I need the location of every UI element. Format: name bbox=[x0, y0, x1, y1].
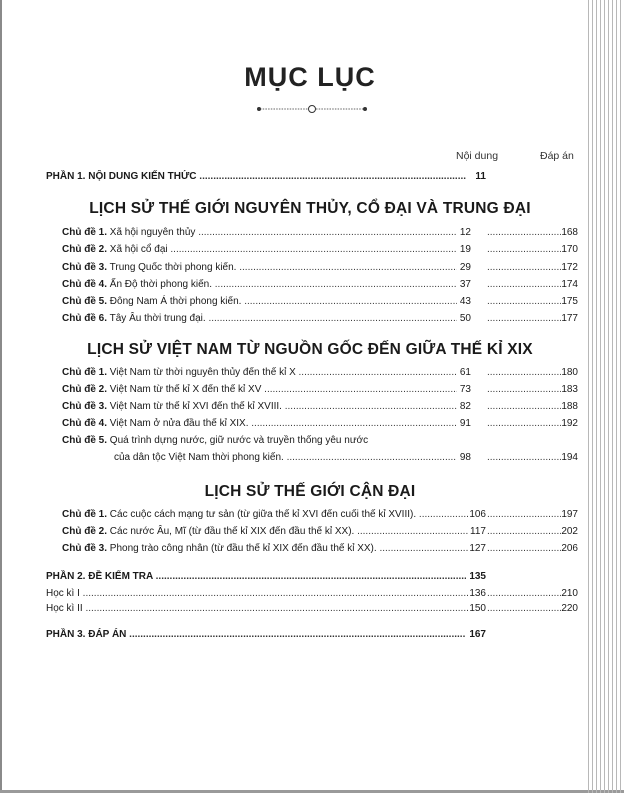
content-page: 127 bbox=[469, 543, 486, 554]
answer-page: 174 bbox=[561, 279, 578, 290]
topic-label: Chủ đề 1. bbox=[62, 227, 108, 238]
topic-label: Chủ đề 1. bbox=[62, 367, 108, 378]
toc-item[interactable] bbox=[62, 295, 578, 309]
topic-title: Các cuộc cách mạng tư sản (từ giữa thế kỉ XVI đến cuối thế kỉ XVIII). bbox=[109, 509, 417, 520]
content-page: 98 bbox=[459, 452, 471, 463]
page-edge-line bbox=[596, 0, 597, 793]
toc-item[interactable] bbox=[62, 383, 578, 397]
page-title: MỤC LỤC bbox=[244, 62, 376, 92]
answer-page: 177 bbox=[561, 313, 578, 324]
topic-label: Chủ đề 2. bbox=[62, 384, 108, 395]
content-page: 61 bbox=[459, 367, 471, 378]
content-page: 50 bbox=[459, 313, 471, 324]
toc-item[interactable] bbox=[62, 366, 578, 380]
topic-title: Quá trình dựng nước, giữ nước và truyền thống yêu nước bbox=[109, 435, 369, 446]
part-page: 11 bbox=[475, 171, 486, 182]
toc-item-line2[interactable] bbox=[114, 451, 578, 465]
content-page: 106 bbox=[469, 509, 486, 520]
page-edge-line bbox=[608, 0, 609, 793]
page-edge-line bbox=[620, 0, 621, 793]
answer-page: 220 bbox=[561, 603, 578, 614]
topic-title: Việt Nam ở nửa đầu thế kỉ XIX. bbox=[109, 418, 249, 429]
topic-label: Chủ đề 1. bbox=[62, 509, 108, 520]
exam-title: Học kì II ..... bbox=[46, 602, 468, 616]
page-left-border bbox=[0, 0, 2, 793]
part-page: 135 bbox=[469, 571, 486, 582]
content-page: 29 bbox=[459, 262, 471, 273]
part-label: PHẦN 2. ĐỀ KIỂM TRA ..... bbox=[46, 570, 466, 584]
content-page: 12 bbox=[459, 227, 471, 238]
topic-label: Chủ đề 3. bbox=[62, 262, 108, 273]
content-page: 37 bbox=[459, 279, 471, 290]
title-ornament bbox=[256, 104, 368, 114]
content-page: 91 bbox=[459, 418, 471, 429]
column-header-content: Nội dung bbox=[456, 150, 499, 162]
exam-title: Học kì I ..... bbox=[46, 587, 468, 601]
page-edge-line bbox=[592, 0, 593, 793]
answer-page: 168 bbox=[561, 227, 578, 238]
content-page: 136 bbox=[469, 588, 486, 599]
topic-title: Phong trào công nhân (từ đầu thế kỉ XIX đến đầu thế kỉ XX). bbox=[109, 543, 377, 554]
topic-label: Chủ đề 5. bbox=[62, 435, 108, 446]
toc-item[interactable] bbox=[46, 602, 578, 616]
part-label: PHẦN 1. NỘI DUNG KIẾN THỨC ..... bbox=[46, 170, 466, 184]
content-page: 117 bbox=[470, 526, 486, 537]
part-page: 167 bbox=[469, 629, 486, 640]
topic-label: Chủ đề 4. bbox=[62, 418, 108, 429]
topic-label: Chủ đề 2. bbox=[62, 526, 108, 537]
toc-item[interactable] bbox=[62, 525, 578, 539]
toc-item[interactable] bbox=[46, 587, 578, 601]
toc-part-3[interactable] bbox=[46, 628, 578, 642]
answer-page: 197 bbox=[561, 509, 578, 520]
topic-title: Xã hội cổ đại bbox=[109, 244, 168, 255]
answer-page: 183 bbox=[561, 384, 578, 395]
section-heading: LỊCH SỬ THẾ GIỚI CẬN ĐẠI bbox=[204, 483, 416, 500]
topic-title: Trung Quốc thời phong kiến. bbox=[109, 262, 237, 273]
topic-title: Các nước Âu, Mĩ (từ đầu thế kỉ XIX đến đầu thế kỉ XX). bbox=[109, 526, 355, 537]
toc-part-2[interactable] bbox=[46, 570, 578, 584]
topic-label: Chủ đề 3. bbox=[62, 401, 108, 412]
topic-label: Chủ đề 2. bbox=[62, 244, 108, 255]
answer-page: 206 bbox=[561, 543, 578, 554]
toc-item[interactable] bbox=[62, 508, 578, 522]
topic-title: Việt Nam từ thời nguyên thủy đến thế kỉ X bbox=[109, 367, 296, 378]
topic-title-continued: của dân tộc Việt Nam thời phong kiến. ..... bbox=[114, 451, 457, 465]
content-page: 82 bbox=[459, 401, 471, 412]
answer-page: 192 bbox=[561, 418, 578, 429]
page-edge-line bbox=[600, 0, 601, 793]
toc-item[interactable] bbox=[62, 542, 578, 556]
topic-label: Chủ đề 5. bbox=[62, 296, 108, 307]
answer-page: 202 bbox=[561, 526, 578, 537]
content-page: 73 bbox=[459, 384, 471, 395]
answer-page: 170 bbox=[561, 244, 578, 255]
topic-title: Việt Nam từ thế kỉ XVI đến thế kỉ XVIII. bbox=[109, 401, 282, 412]
toc-item[interactable] bbox=[62, 278, 578, 292]
answer-page: 175 bbox=[561, 296, 578, 307]
toc-item[interactable] bbox=[62, 400, 578, 414]
topic-label: Chủ đề 4. bbox=[62, 279, 108, 290]
topic-title: Ấn Độ thời phong kiến. bbox=[109, 279, 212, 290]
part-label: PHẦN 3. ĐÁP ÁN ..... bbox=[46, 628, 466, 642]
answer-page: 194 bbox=[561, 452, 578, 463]
column-header-answer: Đáp án bbox=[540, 150, 574, 162]
toc-item[interactable] bbox=[62, 312, 578, 326]
topic-label: Chủ đề 6. bbox=[62, 313, 108, 324]
toc-item[interactable] bbox=[62, 417, 578, 431]
topic-label: Chủ đề 3. bbox=[62, 543, 108, 554]
toc-item[interactable] bbox=[62, 226, 578, 240]
section-heading: LỊCH SỬ THẾ GIỚI NGUYÊN THỦY, CỔ ĐẠI VÀ TRUNG ĐẠI bbox=[89, 200, 531, 217]
content-page: 150 bbox=[469, 603, 486, 614]
toc-item[interactable] bbox=[62, 243, 578, 257]
content-page: 19 bbox=[459, 244, 471, 255]
page-edge-line bbox=[612, 0, 613, 793]
answer-page: 180 bbox=[561, 367, 578, 378]
topic-title: Xã hội nguyên thủy bbox=[109, 227, 196, 238]
page-edge-line bbox=[616, 0, 617, 793]
page-edge-line bbox=[604, 0, 605, 793]
topic-title: Tây Âu thời trung đại. bbox=[109, 313, 206, 324]
toc-part-1[interactable] bbox=[46, 170, 578, 184]
topic-title: Đông Nam Á thời phong kiến. bbox=[109, 296, 242, 307]
toc-item-line1[interactable] bbox=[62, 434, 578, 448]
page-edge-line bbox=[588, 0, 589, 793]
answer-page: 172 bbox=[561, 262, 578, 273]
answer-page: 188 bbox=[561, 401, 578, 412]
topic-title: Việt Nam từ thế kỉ X đến thế kỉ XV bbox=[109, 384, 262, 395]
content-page: 43 bbox=[459, 296, 471, 307]
toc-item[interactable] bbox=[62, 261, 578, 275]
answer-page: 210 bbox=[561, 588, 578, 599]
section-heading: LỊCH SỬ VIỆT NAM TỪ NGUỒN GỐC ĐẾN GIỮA THẾ KỈ XIX bbox=[87, 341, 533, 358]
